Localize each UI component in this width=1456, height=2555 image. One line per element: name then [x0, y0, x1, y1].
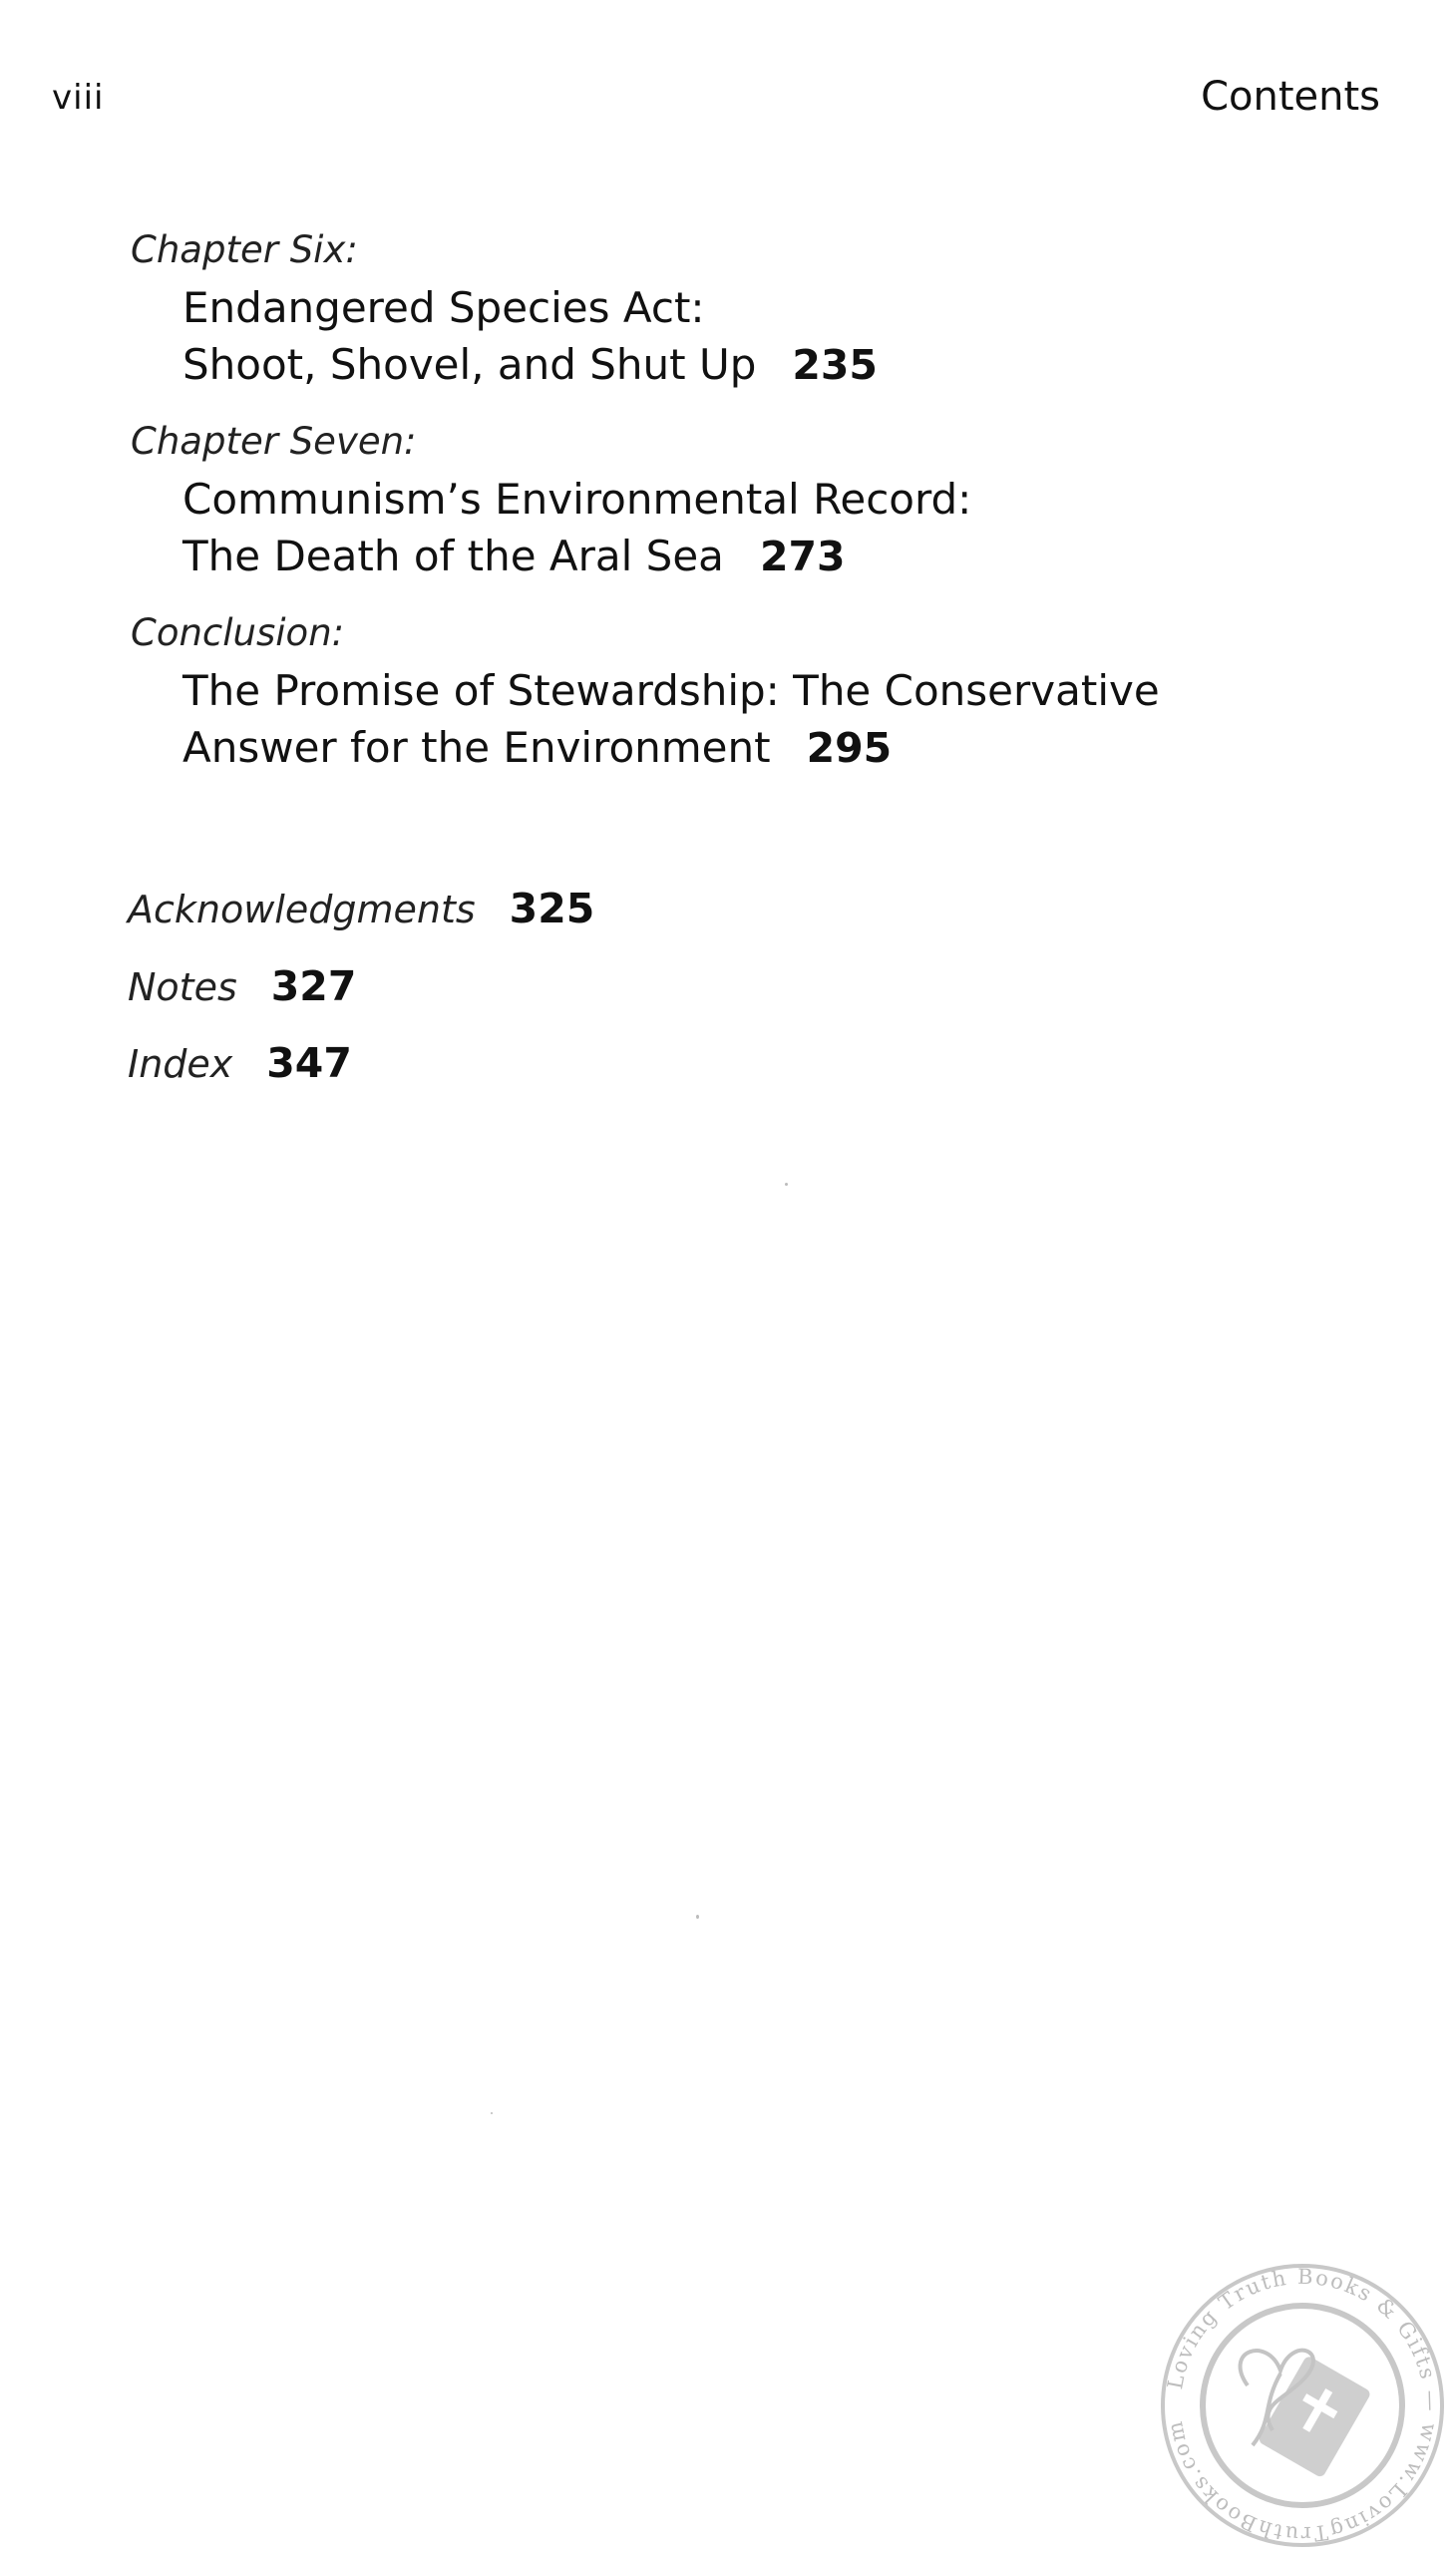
toc-back-label: Index	[128, 1042, 233, 1086]
toc-page-number: 273	[759, 533, 846, 580]
toc-notes	[128, 961, 356, 1012]
toc-entry-title-line: Communism’s Environmental Record:	[182, 475, 972, 524]
toc-entry-label: Chapter Seven:	[131, 420, 417, 463]
toc-entry-label: Conclusion:	[131, 611, 345, 654]
toc-page-number: 295	[806, 724, 893, 772]
toc-page-number: 325	[509, 885, 595, 932]
toc-acknowledgments	[128, 884, 594, 934]
toc-page-number: 235	[792, 341, 878, 389]
scan-speck	[785, 1183, 788, 1186]
toc-entry-title-line	[131, 719, 1160, 777]
toc-entry-conclusion	[131, 608, 1160, 777]
toc-back-label: Acknowledgments	[128, 888, 476, 931]
toc-page-number: 347	[266, 1039, 352, 1087]
page-number: viii	[52, 78, 105, 118]
toc-entry-title-line: Endangered Species Act:	[182, 283, 705, 332]
toc-back-label: Notes	[128, 965, 237, 1009]
toc-entry-title-line	[131, 336, 878, 394]
scan-speck	[696, 1915, 699, 1919]
toc-entry-title-text: Shoot, Shovel, and Shut Up	[182, 340, 757, 389]
toc-entry-title-line: The Promise of Stewardship: The Conservative	[182, 666, 1160, 715]
toc-entry-chapter-seven	[131, 417, 971, 585]
toc-index	[128, 1038, 352, 1089]
toc-entry-title-text: Answer for the Environment	[182, 723, 771, 772]
toc-entry-title-text: The Death of the Aral Sea	[182, 532, 724, 580]
toc-page-number: 327	[270, 962, 357, 1010]
stamp-ring-text: Loving Truth Books & Gifts — www.LovingTruthBooks.com	[1162, 2264, 1444, 2547]
toc-entry-chapter-six	[131, 225, 878, 394]
bible-with-ribbon-icon	[1258, 2355, 1372, 2478]
toc-entry-label: Chapter Six:	[131, 228, 358, 271]
toc-entry-title-line	[131, 528, 971, 585]
running-head-title: Contents	[1201, 74, 1380, 120]
watermark-stamp	[1153, 2256, 1452, 2555]
scan-speck	[491, 2112, 493, 2114]
